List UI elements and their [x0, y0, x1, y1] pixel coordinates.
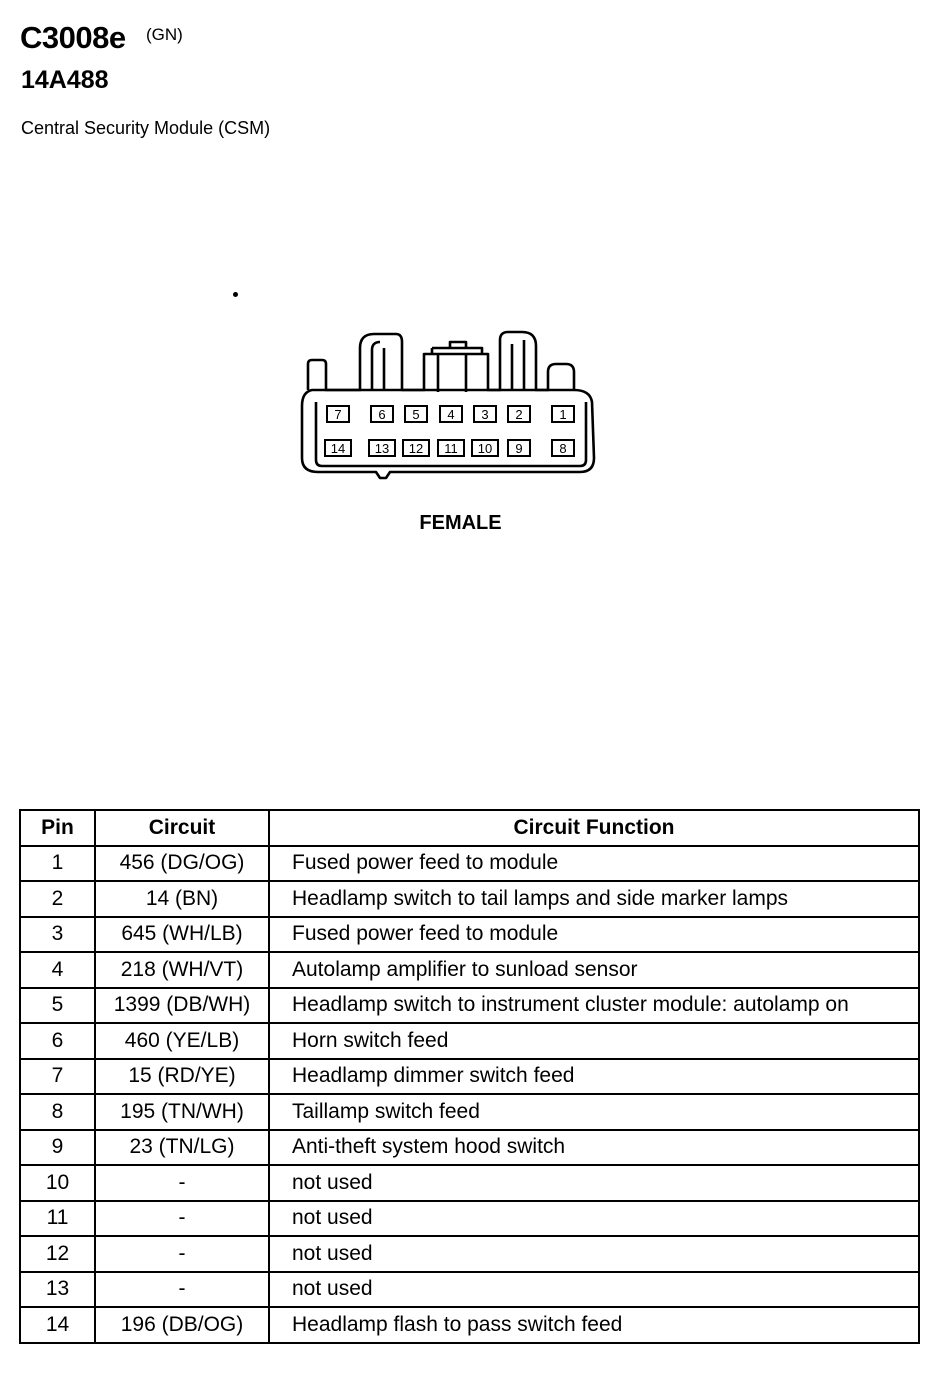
pin-cavity	[552, 440, 574, 456]
pin-row-bottom	[325, 440, 574, 456]
function-cell: Taillamp switch feed	[269, 1094, 919, 1130]
pin-cell: 3	[20, 917, 95, 953]
pin-cell: 13	[20, 1272, 95, 1308]
stray-dot	[233, 292, 238, 297]
function-cell: Fused power feed to module	[269, 846, 919, 882]
table-row	[20, 1130, 919, 1166]
table-row	[20, 846, 919, 882]
pin-number: 12	[408, 441, 424, 456]
pin-number: 10	[477, 441, 493, 456]
function-cell: Autolamp amplifier to sunload sensor	[269, 952, 919, 988]
pin-cell: 6	[20, 1023, 95, 1059]
circuit-cell: 196 (DB/OG)	[95, 1307, 269, 1343]
pin-cavity	[405, 406, 427, 422]
pin-number: 14	[330, 441, 346, 456]
pin-cell: 5	[20, 988, 95, 1024]
table-row	[20, 917, 919, 953]
circuit-cell: 1399 (DB/WH)	[95, 988, 269, 1024]
table-row	[20, 881, 919, 917]
pin-number: 2	[515, 407, 523, 422]
header-pin: Pin	[20, 810, 95, 846]
table-row	[20, 1023, 919, 1059]
function-cell: Horn switch feed	[269, 1023, 919, 1059]
table-row	[20, 1236, 919, 1272]
pin-number: 4	[447, 407, 455, 422]
pin-cavity	[369, 440, 395, 456]
table-row	[20, 1272, 919, 1308]
function-cell: not used	[269, 1236, 919, 1272]
pin-number: 11	[444, 441, 458, 456]
pin-cavity	[438, 440, 464, 456]
pin-number: 8	[559, 441, 567, 456]
function-cell: Headlamp flash to pass switch feed	[269, 1307, 919, 1343]
pin-cavity	[327, 406, 349, 422]
pin-cavity	[403, 440, 429, 456]
pin-cell: 14	[20, 1307, 95, 1343]
circuit-cell: -	[95, 1272, 269, 1308]
function-cell: not used	[269, 1201, 919, 1237]
pin-number: 13	[374, 441, 390, 456]
pin-cell: 8	[20, 1094, 95, 1130]
pin-cell: 12	[20, 1236, 95, 1272]
table-row	[20, 1165, 919, 1201]
pin-cell: 4	[20, 952, 95, 988]
function-cell: not used	[269, 1165, 919, 1201]
table-row	[20, 1059, 919, 1095]
pin-cavity	[508, 440, 530, 456]
pin-number: 5	[412, 407, 420, 422]
pin-cavity	[474, 406, 496, 422]
pin-number: 3	[481, 407, 489, 422]
connector-face-diagram	[290, 326, 610, 486]
header-function: Circuit Function	[269, 810, 919, 846]
function-cell: Anti-theft system hood switch	[269, 1130, 919, 1166]
function-cell: Headlamp switch to tail lamps and side marker lamps	[269, 881, 919, 917]
function-cell: Fused power feed to module	[269, 917, 919, 953]
pin-cell: 2	[20, 881, 95, 917]
circuit-cell: 645 (WH/LB)	[95, 917, 269, 953]
function-cell: Headlamp switch to instrument cluster module: autolamp on	[269, 988, 919, 1024]
circuit-cell: -	[95, 1165, 269, 1201]
circuit-cell: 456 (DG/OG)	[95, 846, 269, 882]
function-cell: Headlamp dimmer switch feed	[269, 1059, 919, 1095]
pin-cavity	[325, 440, 351, 456]
circuit-cell: -	[95, 1201, 269, 1237]
pin-number: 6	[378, 407, 386, 422]
circuit-cell: 14 (BN)	[95, 881, 269, 917]
circuit-cell: 460 (YE/LB)	[95, 1023, 269, 1059]
pin-row-top	[327, 406, 574, 422]
function-cell: not used	[269, 1272, 919, 1308]
table-row	[20, 1307, 919, 1343]
pin-table-body	[20, 846, 919, 1343]
table-row	[20, 952, 919, 988]
pin-cell: 10	[20, 1165, 95, 1201]
pin-cell: 7	[20, 1059, 95, 1095]
header-circuit: Circuit	[95, 810, 269, 846]
pin-cavity	[440, 406, 462, 422]
module-description: Central Security Module (CSM)	[21, 118, 271, 138]
table-header-row	[20, 810, 919, 846]
table-row	[20, 1094, 919, 1130]
circuit-cell: 195 (TN/WH)	[95, 1094, 269, 1130]
pin-cell: 11	[20, 1201, 95, 1237]
pin-cavity	[552, 406, 574, 422]
connector-view-label: FEMALE	[419, 512, 502, 534]
connector-color-code: (GN)	[146, 25, 183, 44]
circuit-cell: -	[95, 1236, 269, 1272]
pin-number: 7	[334, 407, 342, 422]
part-number: 14A488	[21, 66, 109, 94]
table-row	[20, 988, 919, 1024]
table-row	[20, 1201, 919, 1237]
pin-cell: 9	[20, 1130, 95, 1166]
pin-cell: 1	[20, 846, 95, 882]
connector-id: C3008e	[20, 20, 126, 55]
pin-cavity	[472, 440, 498, 456]
pin-cavity	[371, 406, 393, 422]
pin-number: 9	[515, 441, 523, 456]
pin-cavity	[508, 406, 530, 422]
pin-number: 1	[559, 407, 567, 422]
circuit-cell: 218 (WH/VT)	[95, 952, 269, 988]
circuit-cell: 15 (RD/YE)	[95, 1059, 269, 1095]
circuit-cell: 23 (TN/LG)	[95, 1130, 269, 1166]
pin-table	[19, 809, 920, 1344]
